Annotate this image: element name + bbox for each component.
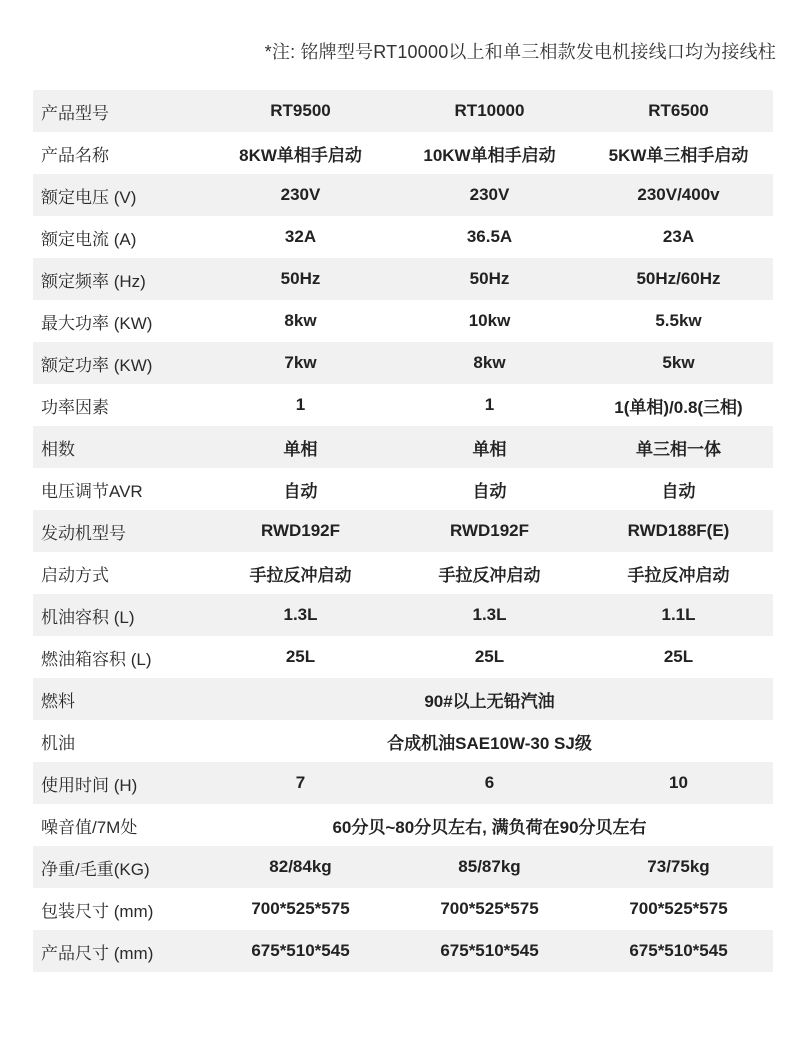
spec-value: 50Hz (469, 269, 510, 288)
spec-value: 1 (484, 395, 495, 414)
spec-value: RT9500 (270, 101, 331, 120)
spec-value: 10 (669, 773, 688, 792)
spec-label: 机油容积 (L) (41, 607, 135, 627)
spec-value: 10KW单相手启动 (423, 145, 556, 165)
spec-value: 自动 (472, 481, 507, 501)
table-row (33, 510, 773, 552)
table-row (33, 720, 773, 762)
spec-value: 手拉反冲启动 (249, 565, 352, 585)
spec-label: 产品名称 (41, 145, 109, 165)
spec-value: 230V/400v (637, 185, 720, 204)
table-row (33, 762, 773, 804)
spec-value: 675*510*545 (251, 941, 350, 960)
table-row (33, 636, 773, 678)
spec-label: 额定电压 (V) (41, 187, 137, 207)
spec-value: 7kw (284, 353, 317, 372)
table-row (33, 174, 773, 216)
spec-value: RT6500 (648, 101, 709, 120)
spec-value: 8kw (284, 311, 317, 330)
spec-value: 10kw (468, 311, 511, 330)
spec-value: 1.1L (661, 605, 696, 624)
spec-label: 功率因素 (41, 397, 109, 417)
spec-value: 700*525*575 (440, 899, 539, 918)
spec-value: 8KW单相手启动 (239, 145, 362, 165)
table-row (33, 594, 773, 636)
spec-value: 23A (662, 227, 695, 246)
table-row (33, 258, 773, 300)
spec-value: 73/75kg (647, 857, 710, 876)
table-row (33, 90, 773, 132)
spec-label: 最大功率 (KW) (41, 313, 153, 333)
spec-value: RWD188F(E) (627, 521, 730, 540)
spec-value-span: 合成机油SAE10W-30 SJ级 (387, 733, 592, 753)
spec-value: 1 (295, 395, 306, 414)
table-row (33, 888, 773, 930)
spec-value: 单三相一体 (636, 439, 721, 459)
spec-value: 700*525*575 (251, 899, 350, 918)
spec-value: 230V (280, 185, 321, 204)
spec-value: 自动 (661, 481, 696, 501)
table-row (33, 426, 773, 468)
spec-value: 675*510*545 (440, 941, 539, 960)
spec-label: 使用时间 (H) (41, 775, 138, 795)
spec-label: 噪音值/7M处 (41, 817, 138, 837)
spec-label: 相数 (41, 439, 75, 459)
spec-label: 燃油箱容积 (L) (41, 649, 152, 669)
spec-value: 25L (474, 647, 505, 666)
spec-value-span: 60分贝~80分贝左右, 满负荷在90分贝左右 (332, 817, 647, 837)
table-row (33, 468, 773, 510)
spec-value: 85/87kg (458, 857, 521, 876)
spec-value: 1(单相)/0.8(三相) (614, 397, 743, 417)
spec-label: 额定功率 (KW) (41, 355, 153, 375)
spec-value: 32A (284, 227, 317, 246)
spec-table (33, 90, 773, 972)
table-row (33, 930, 773, 972)
spec-note: *注: 铭牌型号RT10000以上和单三相款发电机接线口均为接线柱 (264, 42, 776, 62)
spec-value: 50Hz (280, 269, 321, 288)
spec-value: 230V (469, 185, 510, 204)
spec-value: 5kw (662, 353, 695, 372)
spec-label: 机油 (41, 733, 75, 753)
table-row (33, 552, 773, 594)
spec-label: 产品型号 (41, 103, 109, 123)
spec-value: 1.3L (472, 605, 507, 624)
spec-label: 发动机型号 (41, 523, 126, 543)
spec-label: 额定频率 (Hz) (41, 271, 146, 291)
spec-value: 50Hz/60Hz (636, 269, 721, 288)
spec-value: RWD192F (449, 521, 530, 540)
spec-label: 包装尺寸 (mm) (41, 901, 154, 921)
spec-label: 燃料 (41, 691, 75, 711)
spec-label: 启动方式 (41, 565, 109, 585)
spec-value: 5.5kw (655, 311, 702, 330)
spec-label: 产品尺寸 (mm) (41, 943, 154, 963)
spec-value: 36.5A (466, 227, 513, 246)
spec-value: 700*525*575 (629, 899, 728, 918)
table-row (33, 804, 773, 846)
spec-value: RT10000 (454, 101, 525, 120)
table-row (33, 132, 773, 174)
spec-value: 手拉反冲启动 (438, 565, 541, 585)
table-row (33, 384, 773, 426)
spec-value: 82/84kg (269, 857, 332, 876)
spec-value: RWD192F (260, 521, 341, 540)
spec-value: 675*510*545 (629, 941, 728, 960)
spec-value: 1.3L (283, 605, 318, 624)
spec-label: 电压调节AVR (41, 481, 143, 501)
spec-value: 手拉反冲启动 (627, 565, 730, 585)
spec-value: 8kw (473, 353, 506, 372)
spec-value: 单相 (283, 439, 318, 459)
table-row (33, 216, 773, 258)
spec-label: 净重/毛重(KG) (41, 859, 150, 879)
spec-value-span: 90#以上无铅汽油 (424, 691, 555, 711)
spec-value: 25L (285, 647, 316, 666)
table-row (33, 342, 773, 384)
spec-value: 25L (663, 647, 694, 666)
spec-value: 7 (295, 773, 306, 792)
spec-value: 5KW单三相手启动 (608, 145, 749, 165)
table-row (33, 300, 773, 342)
spec-value: 6 (484, 773, 495, 792)
table-row (33, 846, 773, 888)
spec-value: 自动 (283, 481, 318, 501)
spec-label: 额定电流 (A) (41, 229, 137, 249)
spec-value: 单相 (472, 439, 507, 459)
table-row (33, 678, 773, 720)
